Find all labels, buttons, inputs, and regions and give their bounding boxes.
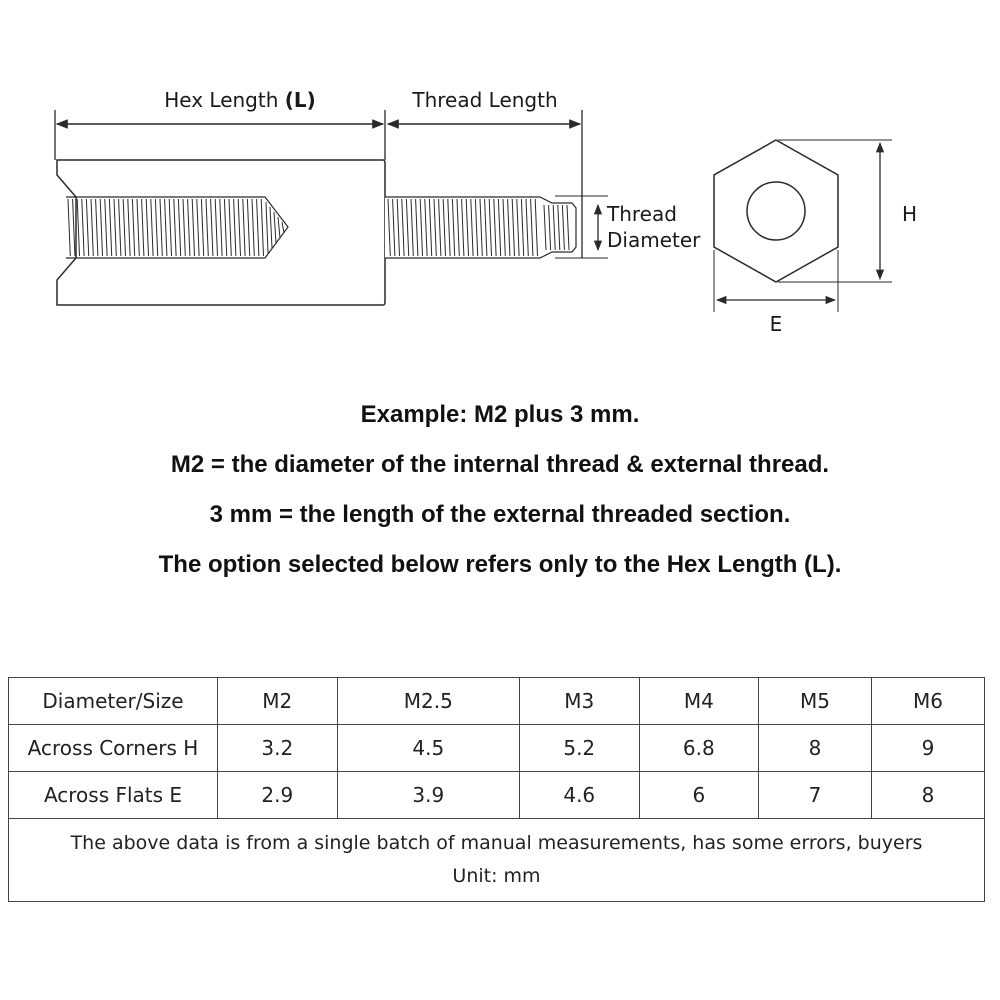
table-cell: 8 — [871, 772, 984, 819]
hex-length-symbol: (L) — [284, 88, 316, 112]
table-cell: 6.8 — [639, 725, 759, 772]
table-footnote-row — [9, 819, 985, 902]
table-header-cell: M2.5 — [337, 678, 519, 725]
table-cell: 5.2 — [519, 725, 639, 772]
table-header-cell: M3 — [519, 678, 639, 725]
footnote-text: The above data is from a single batch of manual measurements, has some errors, buyers — [70, 832, 923, 854]
size-spec-table — [8, 677, 985, 902]
thread-diameter-label-2: Diameter — [607, 228, 701, 252]
thread-line — [68, 199, 70, 256]
table-cell: 6 — [639, 772, 759, 819]
table-header-cell: M6 — [871, 678, 984, 725]
thread-diameter-label-1: Thread — [607, 202, 677, 226]
table-cell: 2.9 — [218, 772, 338, 819]
unit-text: Unit: mm — [452, 865, 541, 887]
table-cell: 3.2 — [218, 725, 338, 772]
thread-line — [73, 199, 75, 256]
table-cell: 4.6 — [519, 772, 639, 819]
example-notes — [0, 390, 1000, 590]
height-label: H — [902, 202, 918, 226]
table-cell: Across Corners H — [9, 725, 218, 772]
table-row — [9, 772, 985, 819]
table-cell: 8 — [759, 725, 872, 772]
hex-center-hole — [747, 182, 805, 240]
table-cell: 9 — [871, 725, 984, 772]
table-header-row — [9, 678, 985, 725]
table-row — [9, 725, 985, 772]
table-cell: 4.5 — [337, 725, 519, 772]
table-cell: 7 — [759, 772, 872, 819]
note-diameter: M2 = the diameter of the internal thread & external thread. — [170, 451, 830, 478]
hex-length-label: Hex Length (L) — [164, 88, 316, 112]
note-example: Example: M2 plus 3 mm. — [360, 401, 640, 428]
table-cell: Across Flats E — [9, 772, 218, 819]
table-footnote — [9, 819, 985, 902]
note-hex-length: The option selected below refers only to the Hex Length (L). — [158, 551, 842, 578]
table-header-cell: M2 — [218, 678, 338, 725]
table-header-cell: Diameter/Size — [9, 678, 218, 725]
table-header-cell: M4 — [639, 678, 759, 725]
width-label: E — [769, 312, 783, 336]
table-cell: 3.9 — [337, 772, 519, 819]
note-thread-length: 3 mm = the length of the external threaded section. — [209, 501, 791, 528]
standoff-diagram — [0, 0, 1000, 380]
table-header-cell: M5 — [759, 678, 872, 725]
thread-length-label: Thread Length — [412, 88, 558, 112]
